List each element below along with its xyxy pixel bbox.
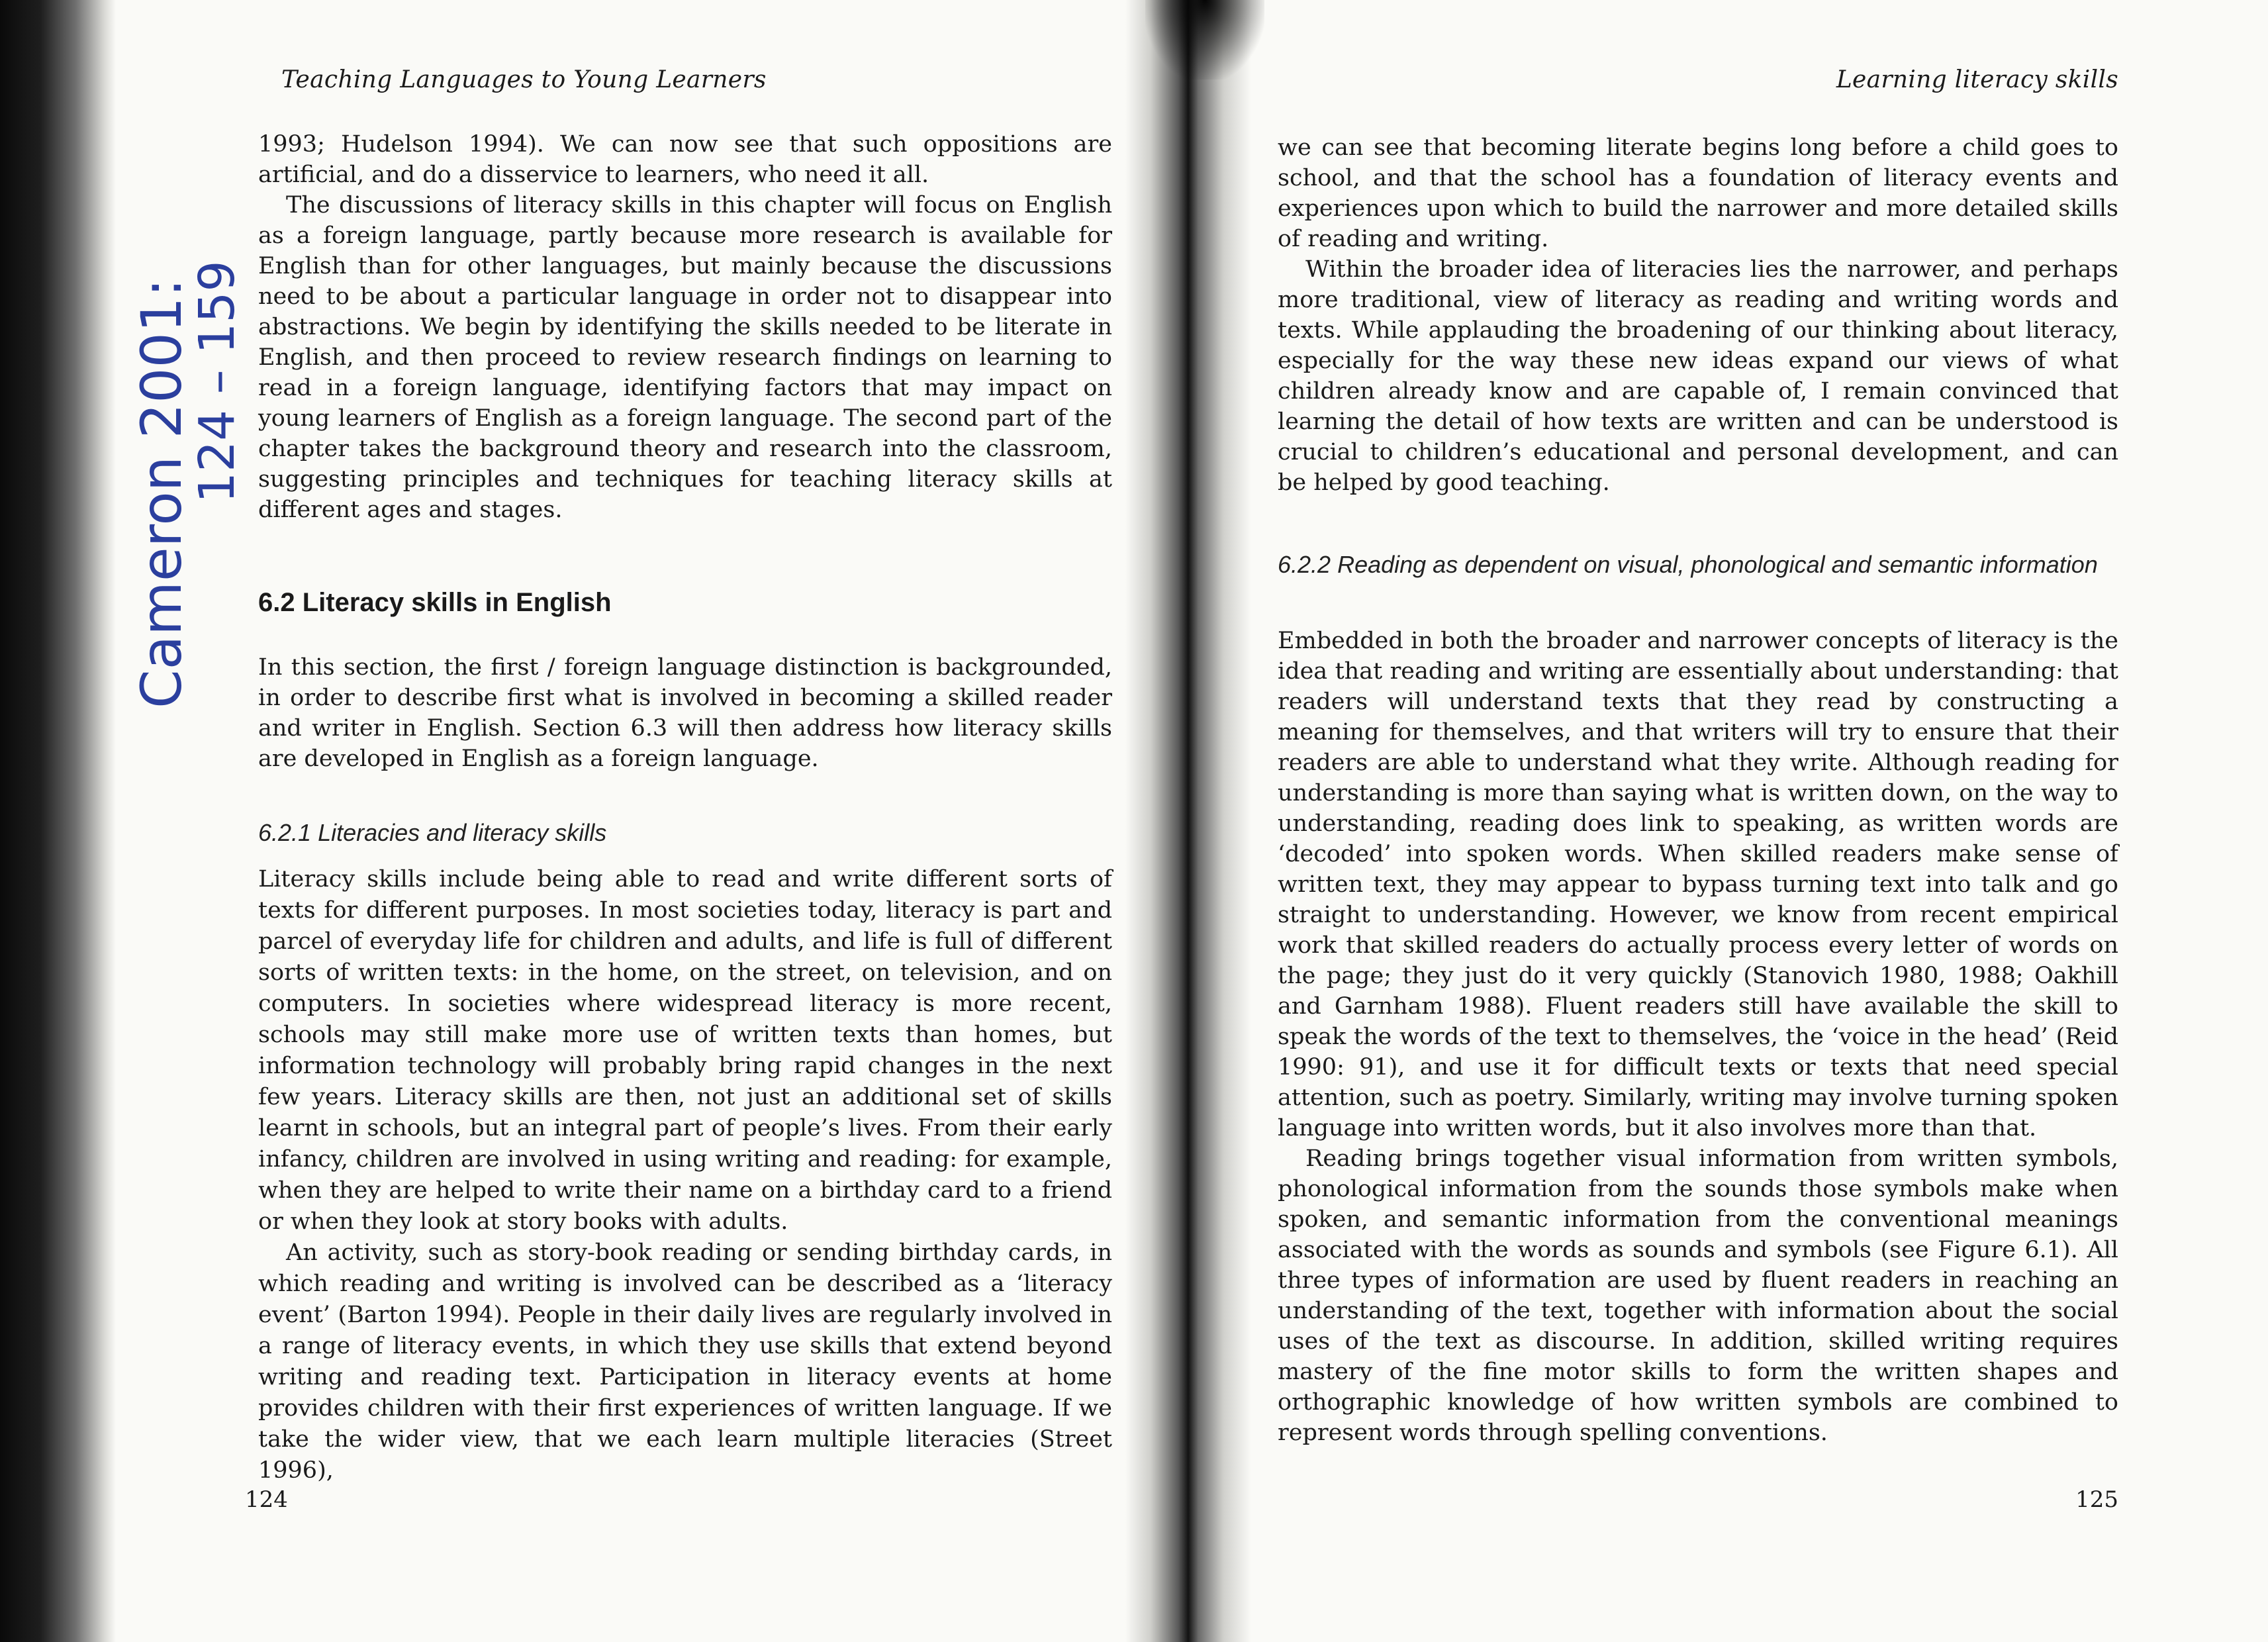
subsection-6-2-1-text — [258, 864, 1112, 1486]
right-page — [1278, 0, 2118, 1642]
handwritten-note-line2: 124 – 159 — [189, 260, 246, 503]
right-opening-text — [1278, 132, 2118, 498]
subsection-heading-6-2-2: 6.2.2 Reading as dependent on visual, phonological and semantic information — [1278, 551, 2098, 578]
scan-edge-shadow — [0, 0, 116, 1642]
section-6-2-text — [258, 652, 1112, 774]
paragraph: 1993; Hudelson 1994). We can now see that such oppositions are artificial, and do a disservice to learners, who need it all. — [258, 131, 1112, 188]
left-page — [245, 0, 1112, 1642]
handwritten-annotation — [116, 245, 246, 708]
page-number-right: 125 — [2075, 1486, 2118, 1513]
running-head-right: Learning literacy skills — [1836, 66, 2118, 93]
left-intro-text — [258, 129, 1112, 525]
book-gutter — [1125, 0, 1251, 1642]
paragraph: Literacy skills include being able to read and write different sorts of texts for different purposes. In most societies today, literacy is part and parcel of everyday life for children and adults, and life is full of different sorts of written texts: in the home, on the street, on television, and on computers. In societies where widespread literacy is more recent, schools may still make more use of written texts than homes, but information technology will probably bring rapid changes in the next few years. Literacy skills are then, not just an additional set of skills learnt in schools, but an integral part of people’s lives. From their early infancy, children are involved in using writing and reading: for example, when they are helped to write their name on a birthday card to a friend or when they look at story books with adults. — [258, 866, 1112, 1235]
paragraph: Embedded in both the broader and narrower concepts of literacy is the idea that reading and writing are essentially about understanding: that readers will understand texts that they read by constructing a meaning for themselves, and that writers will try to ensure that their readers are able to understand what they write. Although reading for understanding is more than saying what is written down, on the way to understanding, reading does link to speaking, as written words are ‘decoded’ into spoken words. When skilled readers make sense of written text, they may appear to bypass turning text into talk and go straight to understanding. However, we know from recent empirical work that skilled readers do actually process every letter of words on the page; they just do it very quickly (Stanovich 1980, 1988; Oakhill and Garnham 1988). Fluent readers still have available the skill to speak the words of the text to themselves, the ‘voice in the head’ (Reid 1990: 91), and use it for difficult texts or texts that need special attention, such as poetry. Similarly, writing may involve turning spoken language into written words, but it also involves more than that. — [1278, 628, 2118, 1141]
paragraph: The discussions of literacy skills in this chapter will focus on English as a foreign language, partly because more research is available for English than for other languages, but mainly because the discussions need to be about a particular language in order not to disappear into abstractions. We begin by identifying the skills needed to be literate in English, and then proceed to review research findings on learning to read in a foreign language, identifying factors that may impact on young learners of English as a foreign language. The second part of the chapter takes the background theory and research into the classroom, suggesting principles and techniques for teaching literacy skills at different ages and stages. — [258, 192, 1112, 523]
running-head-left: Teaching Languages to Young Learners — [281, 66, 767, 93]
page-number-left: 124 — [245, 1486, 288, 1513]
gutter-top-shadow — [1145, 0, 1264, 79]
handwritten-note-line1: Cameron 2001: — [129, 278, 194, 708]
paragraph: we can see that becoming literate begins long before a child goes to school, and that the school has a foundation of literacy events and experiences upon which to build the narrower and more detailed skills of reading and writing. — [1278, 134, 2118, 252]
paragraph: Within the broader idea of literacies lies the narrower, and perhaps more traditional, view of literacy as reading and writing words and texts. While applauding the broadening of our thinking about literacy, especially for the way these new ideas expand our views of what children already know and are capable of, I remain convinced that learning the detail of how texts are written and can be understood is crucial to children’s educational and personal development, and can be helped by good teaching. — [1278, 256, 2118, 496]
section-heading-6-2: 6.2 Literacy skills in English — [258, 588, 612, 617]
paragraph: An activity, such as story-book reading or sending birthday cards, in which reading and writing is involved can be described as a ‘literacy event’ (Barton 1994). People in their daily lives are regularly involved in a range of literacy events, in which they use skills that extend beyond writing and reading text. Participation in literacy events at home provides children with their first experiences of written language. If we take the wider view, that we each learn multiple literacies (Street 1996), — [258, 1239, 1112, 1484]
subsection-heading-6-2-1: 6.2.1 Literacies and literacy skills — [258, 819, 607, 846]
paragraph: Reading brings together visual information from written symbols, phonological information from the sounds those symbols make when spoken, and semantic information from the conventional meanings associated with the words as sounds and symbols (see Figure 6.1). All three types of information are used by fluent readers in reaching an understanding of the text, together with information about the social uses of the text as discourse. In addition, skilled writing requires mastery of the fine motor skills to form the written shapes and orthographic knowledge of how written symbols are combined to represent words through spelling conventions. — [1278, 1145, 2118, 1446]
paragraph: In this section, the first / foreign language distinction is backgrounded, in order to describe first what is involved in becoming a skilled reader and writer in English. Section 6.3 will then address how literacy skills are developed in English as a foreign language. — [258, 654, 1112, 772]
subsection-6-2-2-text — [1278, 626, 2118, 1448]
